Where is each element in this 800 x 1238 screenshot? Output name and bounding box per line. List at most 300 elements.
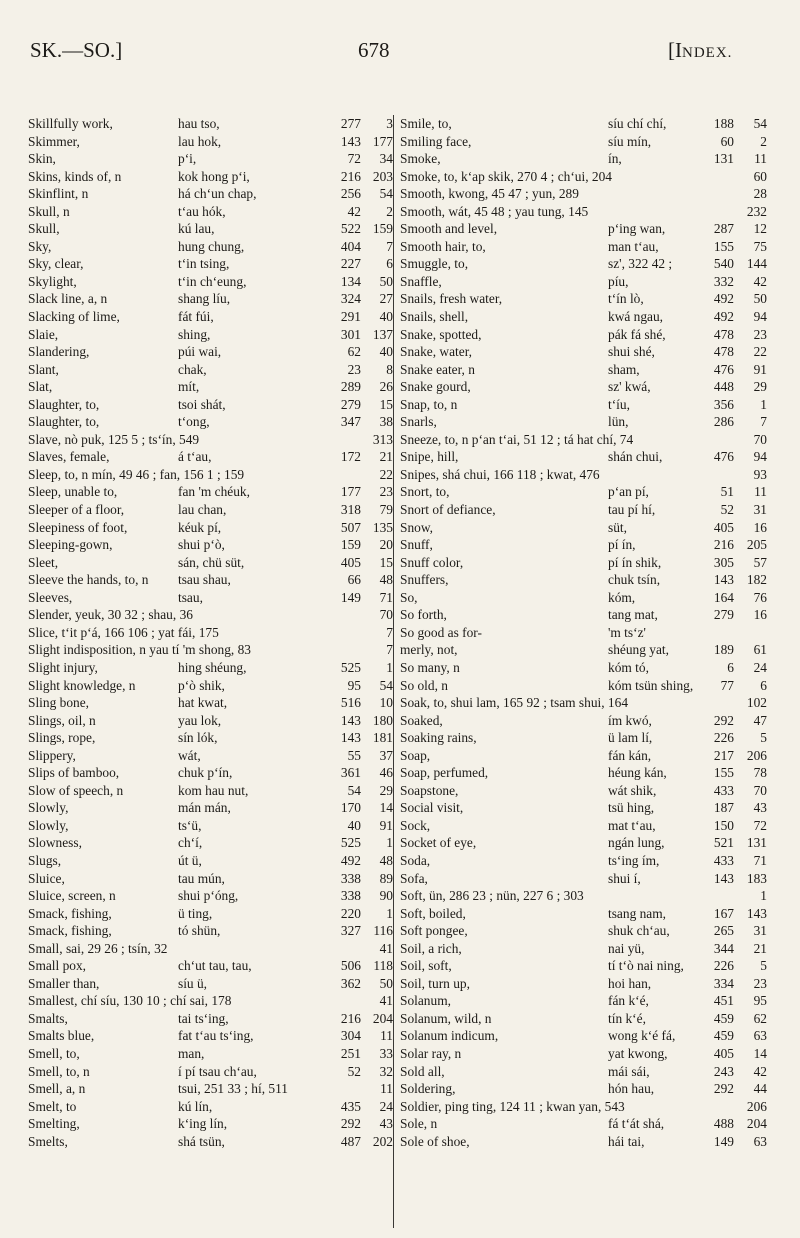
entry-number: 78 [753, 765, 767, 781]
entry-number: 21 [753, 940, 767, 956]
dictionary-entry [397, 290, 767, 308]
entry-page: 131 [713, 151, 734, 167]
dictionary-entry [397, 659, 767, 677]
entry-translation: ngán lung, [608, 835, 665, 851]
dictionary-entry [28, 641, 393, 659]
entry-line: Smooth, kwong, 45 47 ; yun, 289 [400, 186, 579, 202]
entry-number: 177 [372, 133, 393, 149]
entry-term: Soaking rains, [400, 730, 477, 746]
entry-page: 42 [347, 203, 361, 219]
entry-term: Slings, rope, [28, 730, 96, 746]
entry-term: Smooth and level, [400, 221, 498, 237]
entry-translation: sán, chü süt, [178, 554, 245, 570]
entry-term: Sole, n [400, 1116, 438, 1132]
entry-number: 6 [760, 677, 767, 693]
entry-term: Slaughter, to, [28, 396, 100, 412]
entry-page: 356 [713, 396, 734, 412]
entry-translation: man, [178, 1045, 205, 1061]
entry-number: 38 [379, 414, 393, 430]
entry-number: 46 [379, 765, 393, 781]
section-range: SK.—SO.] [30, 38, 123, 62]
entry-page: 143 [713, 870, 734, 886]
entry-number: 118 [373, 958, 393, 974]
entry-page: 177 [340, 484, 361, 500]
entry-number: 61 [753, 642, 767, 658]
entry-translation: tsau, [178, 589, 203, 605]
entry-term: merly, not, [400, 642, 458, 658]
dictionary-entry [28, 992, 393, 1010]
entry-page: 405 [340, 554, 361, 570]
entry-page: 143 [340, 712, 361, 728]
entry-translation: mít, [178, 379, 200, 395]
entry-translation: sham, [608, 361, 640, 377]
entry-page: 525 [340, 659, 361, 675]
entry-term: Skillfully work, [28, 116, 113, 131]
dictionary-entry [28, 203, 393, 221]
entry-number: 43 [753, 800, 767, 816]
dictionary-entry [28, 483, 393, 501]
entry-number: 40 [379, 344, 393, 360]
entry-page: 448 [713, 379, 734, 395]
entry-term: Slaughter, to, [28, 414, 100, 430]
entry-translation: shui pʻò, [178, 537, 225, 553]
entry-page: 318 [340, 502, 361, 518]
entry-number: 7 [386, 238, 393, 254]
entry-number: 54 [379, 186, 393, 202]
entry-number: 71 [379, 589, 393, 605]
entry-term: Slant, [28, 361, 59, 377]
entry-line: Smoke, to, kʻap skik, 270 4 ; chʻui, 204 [400, 168, 613, 184]
entry-line: Slave, nò puk, 125 5 ; tsʻín, 549 [28, 431, 200, 447]
dictionary-entry [28, 624, 393, 642]
entry-translation: ü ting, [178, 905, 213, 921]
entry-term: Soil, turn up, [400, 975, 470, 991]
dictionary-entry [28, 1010, 393, 1028]
dictionary-entry [28, 1080, 393, 1098]
entry-number: 22 [379, 466, 393, 482]
entry-number: 313 [372, 431, 393, 447]
dictionary-entry [397, 624, 767, 642]
entry-number: 63 [753, 1028, 767, 1044]
dictionary-entry [28, 378, 393, 396]
dictionary-entry [397, 1133, 767, 1151]
entry-number: 28 [753, 186, 767, 202]
dictionary-entry [397, 817, 767, 835]
entry-line: Slender, yeuk, 30 32 ; shau, 36 [28, 607, 193, 623]
entry-number: 62 [753, 1010, 767, 1026]
entry-term: Snuffers, [400, 572, 449, 588]
entry-page: 155 [713, 238, 734, 254]
dictionary-entry [397, 536, 767, 554]
dictionary-entry [28, 852, 393, 870]
entry-number: 47 [753, 712, 767, 728]
entry-translation: chʻut tau, tau, [178, 958, 252, 974]
entry-term: Soil, a rich, [400, 940, 462, 956]
dictionary-entry [397, 641, 767, 659]
entry-page: 324 [340, 291, 361, 307]
entry-number: 2 [386, 203, 393, 219]
entry-number: 15 [379, 396, 393, 412]
dictionary-entry [28, 1115, 393, 1133]
entry-term: Snuff, [400, 537, 433, 553]
dictionary-entry [28, 115, 393, 133]
entry-page: 95 [347, 677, 361, 693]
dictionary-entry [397, 168, 767, 186]
dictionary-entry [397, 677, 767, 695]
entry-page: 492 [713, 291, 734, 307]
entry-translation: á tʻau, [178, 449, 212, 465]
entry-term: Slat, [28, 379, 53, 395]
dictionary-entry [397, 975, 767, 993]
entry-translation: kwá ngau, [608, 309, 664, 325]
dictionary-entry [397, 203, 767, 221]
entry-term: Slight injury, [28, 659, 98, 675]
entry-term: So many, n [400, 659, 460, 675]
entry-number: 11 [380, 1028, 393, 1044]
entry-line: Snipes, shá chui, 166 118 ; kwat, 476 [400, 466, 600, 482]
entry-page: 291 [340, 309, 361, 325]
entry-term: Solar ray, n [400, 1045, 462, 1061]
page-header [0, 38, 800, 68]
entry-translation: sín lók, [178, 730, 218, 746]
entry-page: 40 [347, 817, 361, 833]
entry-term: Slippery, [28, 747, 76, 763]
entry-translation: sz', 322 42 ; [608, 256, 673, 272]
entry-translation: ü lam lí, [608, 730, 653, 746]
entry-page: 478 [713, 344, 734, 360]
entry-number: 12 [753, 221, 767, 237]
entry-number: 203 [372, 168, 393, 184]
entry-number: 159 [372, 221, 393, 237]
entry-page: 305 [713, 554, 734, 570]
entry-translation: í pí tsau chʻau, [178, 1063, 257, 1079]
entry-number: 60 [753, 168, 767, 184]
dictionary-entry [397, 396, 767, 414]
entry-term: Sock, [400, 817, 431, 833]
entry-term: Smooth hair, to, [400, 238, 486, 254]
dictionary-entry [397, 501, 767, 519]
index-label: [INDEX. [668, 38, 733, 62]
dictionary-entry [28, 326, 393, 344]
entry-page: 149 [340, 589, 361, 605]
entry-number: 23 [753, 326, 767, 342]
entry-page: 279 [340, 396, 361, 412]
entry-term: Sleet, [28, 554, 59, 570]
entry-translation: kú lín, [178, 1098, 213, 1114]
entry-term: Smuggle, to, [400, 256, 469, 272]
dictionary-entry [28, 168, 393, 186]
entry-term: Slandering, [28, 344, 90, 360]
entry-line: Small, sai, 29 26 ; tsín, 32 [28, 940, 168, 956]
entry-translation: pí ín shik, [608, 554, 662, 570]
entry-page: 155 [713, 765, 734, 781]
entry-page: 404 [340, 238, 361, 254]
entry-number: 50 [379, 975, 393, 991]
dictionary-entry [28, 396, 393, 414]
entry-page: 217 [713, 747, 734, 763]
entry-page: 143 [340, 133, 361, 149]
entry-term: Sling bone, [28, 695, 90, 711]
entry-translation: hat kwat, [178, 695, 228, 711]
entry-translation: pʻò shik, [178, 677, 225, 693]
entry-page: 251 [340, 1045, 361, 1061]
dictionary-entry [397, 1027, 767, 1045]
dictionary-entry [397, 115, 767, 133]
entry-page: 72 [347, 151, 361, 167]
entry-page: 164 [713, 589, 734, 605]
entry-term: Smack, fishing, [28, 905, 112, 921]
dictionary-entry [397, 1080, 767, 1098]
entry-number: 183 [746, 870, 767, 886]
entry-number: 5 [760, 958, 767, 974]
entry-translation: chuk tsín, [608, 572, 661, 588]
entry-number: 16 [753, 607, 767, 623]
entry-translation: hoi han, [608, 975, 652, 991]
entry-page: 216 [340, 168, 361, 184]
entry-term: Sleeves, [28, 589, 73, 605]
entry-translation: tsʻing ím, [608, 852, 660, 868]
dictionary-entry [28, 975, 393, 993]
entry-number: 94 [753, 449, 767, 465]
entry-number: 79 [379, 502, 393, 518]
entry-number: 48 [379, 852, 393, 868]
entry-term: Soft pongee, [400, 923, 468, 939]
dictionary-entry [397, 782, 767, 800]
dictionary-entry [28, 782, 393, 800]
entry-translation: yau lok, [178, 712, 222, 728]
entry-term: Slips of bamboo, [28, 765, 120, 781]
entry-term: Skimmer, [28, 133, 80, 149]
dictionary-entry [397, 519, 767, 537]
entry-translation: kóm, [608, 589, 636, 605]
entry-translation: tsü hing, [608, 800, 655, 816]
entry-line: Smooth, wát, 45 48 ; yau tung, 145 [400, 203, 589, 219]
entry-number: 32 [379, 1063, 393, 1079]
entry-term: Soft, boiled, [400, 905, 466, 921]
entry-number: 204 [746, 1116, 767, 1132]
entry-page: 60 [720, 133, 734, 149]
entry-page: 344 [713, 940, 734, 956]
entry-line: Sneeze, to, n pʻan tʻai, 51 12 ; tá hat chí, 74 [400, 431, 634, 447]
right-column [397, 115, 767, 1150]
entry-term: Slow of speech, n [28, 782, 124, 798]
entry-term: Slugs, [28, 852, 62, 868]
entry-translation: fán kán, [608, 747, 652, 763]
dictionary-entry [28, 133, 393, 151]
entry-number: 95 [753, 993, 767, 1009]
entry-number: 63 [753, 1133, 767, 1149]
entry-page: 347 [340, 414, 361, 430]
entry-page: 327 [340, 923, 361, 939]
entry-number: 43 [379, 1116, 393, 1132]
entry-number: 1 [386, 905, 393, 921]
left-column [28, 115, 393, 1150]
entry-page: 54 [347, 782, 361, 798]
entry-number: 27 [379, 291, 393, 307]
dictionary-entry [397, 992, 767, 1010]
entry-term: Smalts, [28, 1010, 68, 1026]
entry-page: 220 [340, 905, 361, 921]
dictionary-entry [28, 659, 393, 677]
entry-term: Smaller than, [28, 975, 100, 991]
dictionary-entry [397, 905, 767, 923]
entry-translation: kom hau nut, [178, 782, 249, 798]
entry-term: Soap, [400, 747, 431, 763]
entry-term: Smell, a, n [28, 1081, 86, 1097]
entry-term: Snails, fresh water, [400, 291, 503, 307]
entry-translation: yat kwong, [608, 1045, 668, 1061]
entry-translation: tʻin tsing, [178, 256, 230, 272]
entry-number: 116 [373, 923, 393, 939]
entry-translation: há chʻun chap, [178, 186, 257, 202]
dictionary-entry [28, 519, 393, 537]
entry-translation: píu, [608, 273, 629, 289]
entry-translation: tó shün, [178, 923, 221, 939]
entry-number: 8 [386, 361, 393, 377]
dictionary-entry [28, 571, 393, 589]
dictionary-entry [397, 589, 767, 607]
dictionary-entry [397, 799, 767, 817]
entry-number: 135 [372, 519, 393, 535]
entry-page: 62 [347, 344, 361, 360]
entry-number: 11 [754, 484, 767, 500]
dictionary-entry [28, 308, 393, 326]
entry-page: 292 [713, 1081, 734, 1097]
entry-translation: fán kʻé, [608, 993, 649, 1009]
dictionary-entry [28, 606, 393, 624]
entry-number: 181 [372, 730, 393, 746]
entry-page: 540 [713, 256, 734, 272]
dictionary-entry [28, 729, 393, 747]
entry-number: 11 [754, 151, 767, 167]
page-number: 678 [358, 38, 390, 62]
entry-term: Smiling face, [400, 133, 472, 149]
dictionary-entry [28, 466, 393, 484]
entry-translation: kok hong pʻi, [178, 168, 250, 184]
entry-term: Skins, kinds of, n [28, 168, 122, 184]
dictionary-entry [397, 133, 767, 151]
dictionary-entry [397, 729, 767, 747]
entry-term: So old, n [400, 677, 448, 693]
entry-page: 55 [347, 747, 361, 763]
entry-page: 143 [713, 572, 734, 588]
entry-number: 1 [760, 888, 767, 904]
entry-page: 286 [713, 414, 734, 430]
entry-line: Slight indisposition, n yau tí 'm shong, 83 [28, 642, 252, 658]
entry-translation: pʻan pí, [608, 484, 649, 500]
dictionary-entry [397, 466, 767, 484]
dictionary-entry [28, 255, 393, 273]
entry-translation: tsui, 251 33 ; hí, 511 [178, 1081, 288, 1097]
entry-page: 287 [713, 221, 734, 237]
entry-page: 150 [713, 817, 734, 833]
dictionary-entry [28, 887, 393, 905]
entry-term: Smelts, [28, 1133, 68, 1149]
entry-page: 66 [347, 572, 361, 588]
dictionary-entry [28, 431, 393, 449]
dictionary-entry [28, 273, 393, 291]
dictionary-entry [397, 378, 767, 396]
entry-page: 226 [713, 730, 734, 746]
entry-number: 10 [379, 695, 393, 711]
entry-translation: lün, [608, 414, 629, 430]
entry-page: 77 [720, 677, 734, 693]
dictionary-entry [397, 255, 767, 273]
entry-page: 289 [340, 379, 361, 395]
entry-page: 361 [340, 765, 361, 781]
entry-translation: pák fá shé, [608, 326, 666, 342]
entry-translation: tʻin chʻeung, [178, 273, 247, 289]
entry-number: 57 [753, 554, 767, 570]
entry-number: 21 [379, 449, 393, 465]
dictionary-entry [28, 361, 393, 379]
entry-term: Sofa, [400, 870, 428, 886]
entry-page: 492 [340, 852, 361, 868]
entry-term: Slight knowledge, n [28, 677, 136, 693]
entry-page: 476 [713, 361, 734, 377]
entry-number: 143 [746, 905, 767, 921]
dictionary-entry [397, 957, 767, 975]
entry-term: Socket of eye, [400, 835, 477, 851]
entry-translation: hing shéung, [178, 659, 247, 675]
entry-number: 75 [753, 238, 767, 254]
entry-translation: hái tai, [608, 1133, 645, 1149]
dictionary-entry [28, 448, 393, 466]
entry-page: 521 [713, 835, 734, 851]
entry-translation: síu mín, [608, 133, 652, 149]
dictionary-entry [397, 150, 767, 168]
entry-translation: tai tsʻing, [178, 1010, 229, 1026]
entry-page: 487 [340, 1133, 361, 1149]
entry-translation: shui í, [608, 870, 641, 886]
dictionary-entry [397, 1010, 767, 1028]
entry-number: 91 [379, 817, 393, 833]
entry-translation: mái sái, [608, 1063, 650, 1079]
entry-term: Snow, [400, 519, 433, 535]
dictionary-entry [397, 483, 767, 501]
entry-translation: hau tso, [178, 116, 220, 131]
entry-page: 304 [340, 1028, 361, 1044]
entry-number: 182 [746, 572, 767, 588]
entry-number: 131 [746, 835, 767, 851]
entry-term: Social visit, [400, 800, 464, 816]
entry-translation: mat tʻau, [608, 817, 656, 833]
entry-line: Slice, tʻit pʻá, 166 106 ; yat fái, 175 [28, 624, 219, 640]
entry-number: 41 [379, 993, 393, 1009]
dictionary-entry [28, 536, 393, 554]
dictionary-entry [397, 361, 767, 379]
entry-number: 33 [379, 1045, 393, 1061]
entry-term: Smelting, [28, 1116, 80, 1132]
entry-page: 459 [713, 1028, 734, 1044]
entry-number: 205 [746, 537, 767, 553]
entry-term: Solanum, [400, 993, 451, 1009]
entry-number: 26 [379, 379, 393, 395]
entry-term: Skinflint, n [28, 186, 89, 202]
entry-number: 204 [372, 1010, 393, 1026]
entry-translation: sz' kwá, [608, 379, 651, 395]
entry-translation: tʻíu, [608, 396, 630, 412]
entry-page: 170 [340, 800, 361, 816]
entry-translation: wát, [178, 747, 201, 763]
entry-page: 265 [713, 923, 734, 939]
dictionary-entry [397, 1045, 767, 1063]
entry-translation: fat tʻau tsʻing, [178, 1028, 254, 1044]
entry-page: 338 [340, 888, 361, 904]
entry-number: 7 [760, 414, 767, 430]
entry-term: Sole of shoe, [400, 1133, 470, 1149]
entry-translation: út ü, [178, 852, 202, 868]
